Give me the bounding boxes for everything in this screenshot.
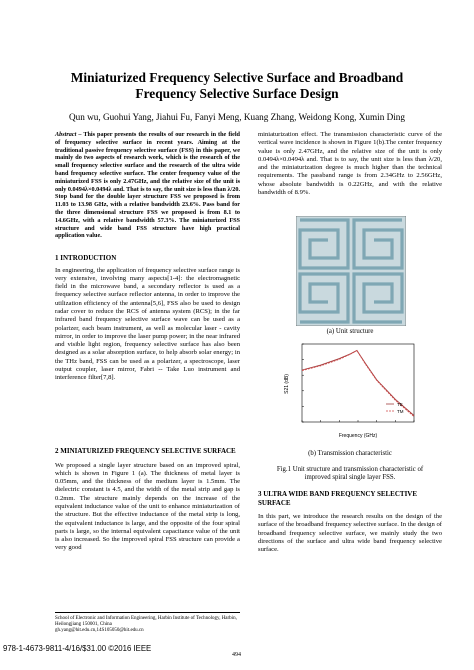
- transmission-chart: [282, 340, 422, 440]
- chart-y-label: S21 (dB): [284, 374, 290, 394]
- legend-tm: TM: [397, 409, 404, 414]
- section-3-heading: 3 ULTRA WIDE BAND FREQUENCY SELECTIVE SURFACE: [258, 490, 418, 507]
- figure-b-caption: (b) Transmission characteristic: [308, 450, 392, 457]
- right-intro-text: miniaturization effect. The transmission characteristic curve of the vertical wave incidence is shown in Figure 1(b).The center frequency value is only 2.47GHz, and the relative size of the unit is only 0.0494λ×0.0494λ and. That is to say, the unit size is less than λ/20, and the miniaturization degree is much higher than the technical requirements. The passband range is from 2.34GHz to 2.56GHz, whose absolute bandwidth is 0.22GHz, and with the relative bandwidth of 8.9%.: [258, 131, 442, 197]
- section-2-text: We proposed a single layer structure based on an improved spiral, which is shown in Figure 1 (a). The thickness of metal layer is 0.05mm, and the thickness of the medium layer is 1.5mm. The dielectric constant is 4.5, and the width of the metal strip and gap is 0.2mm. The structure mainly depends on the increase of the equivalent inductance value of the unit to enhance miniaturization of the structure. But the effective inductance of the metal strip is long, the equivalent inductance is large, and the opposite of the four spiral parts is large, so the internal equivalent capacitance value of the unit is also increased. So the improved spiral FSS structure can provide a very good: [55, 461, 240, 552]
- figure-caption: Fig.1 Unit structure and transmission characteristic of improved spiral single layer FSS.: [276, 466, 424, 482]
- chart-legend: [386, 402, 404, 414]
- section-1: [55, 254, 240, 383]
- figure-a-caption: (a) Unit structure: [326, 328, 374, 335]
- unit-substrate: [296, 216, 406, 326]
- paper-title: [20, 70, 454, 102]
- legend-te: TE: [397, 402, 403, 407]
- page-number: 494: [232, 652, 241, 658]
- footnote-location: Heilongjiang 150001, China: [55, 622, 112, 627]
- section-1-heading: 1 INTRODUCTION: [55, 254, 117, 262]
- unit-structure-figure: [296, 216, 406, 326]
- section-2: [55, 447, 240, 553]
- chart-x-label: Frequency (GHz): [338, 433, 378, 439]
- abstract-text: – This paper presents the results of our research in the field of frequency selective surface in recent years. Aiming at the traditional passive frequency selective surface (FSS) in this paper, we mainly do two aspects of research work, which is the research of the small frequency selective surface and the research of the ultra wide band frequency selective surface. The center frequency value of the miniaturized FSS is only 2.47GHz, and the relative size of the unit is only 0.0494λ×0.0494λ and. That is to say, the unit size is less than λ/20. Stop band for the double layer structure FSS we proposed is from 11.03 to 13.98 GHz, with a relative bandwidth 23.6%. Pass band for the three dimensional structure FSS we proposed is from 8.1 to 14.6GHz, with a relative bandwidth 57.3%. The miniaturized FSS structure and wide band FSS structure have high practical application value.: [55, 131, 240, 240]
- title-line-2: Frequency Selective Surface Design: [135, 86, 339, 101]
- section-3-text: In this part, we introduce the research results on the design of the surface of the broadband frequency selective surface. In the design of broadband frequency selective surface, we mainly study the two directions of the surface and ultra wide band frequency selective surface.: [258, 513, 442, 554]
- footnote: [55, 612, 240, 634]
- authors: Qun wu, Guohui Yang, Jiahui Fu, Fanyi Meng, Kuang Zhang, Weidong Kong, Xumin Ding: [69, 112, 405, 122]
- section-1-text: In engineering, the application of frequency selective surface range is very extensive, involving many aspects[1-4]: the electromagnetic field in the microwave band, a secondary reflector is used as a frequency selective surface reflector antenna, in order to improve the utilization efficiency of the antenna[5,6], FSS also be used to design radar cover to reduce the RCS of antenna system (RCS); in the far infrared band frequency selective surface wave can be used as a polarizer, each beam instrument, as well as molecular laser - cavity mirror, in order to improve the laser pump power; in the near infrared and visible light region, frequency selective surface has also been designed as a solar absorption surface, to help absorb solar energy; in the THz band, FSS can be used as a polarizer, a spectroscope, laser output coupler, laser mirror, Fabri -- Take Luo instrument and interference filter[7,8].: [55, 266, 240, 382]
- section-3: [258, 490, 442, 554]
- isbn-line: 978-1-4673-9811-4/16/$31.00 ©2016 IEEE: [3, 644, 152, 653]
- footnote-affiliation: School of Electronic and Information Engineering, Harbin Institute of Technology, Harbin,: [55, 616, 237, 621]
- title-line-1: Miniaturized Frequency Selective Surface and Broadband: [70, 70, 404, 85]
- footnote-email: gh.yang@hit.edu.cn,14S105050@hit.edu.cn: [55, 628, 144, 633]
- abstract: [55, 131, 240, 240]
- section-2-heading: 2 MINIATURIZED FREQUENCY SELECTIVE SURFACE: [55, 447, 236, 455]
- abstract-label: Abstract: [55, 131, 77, 138]
